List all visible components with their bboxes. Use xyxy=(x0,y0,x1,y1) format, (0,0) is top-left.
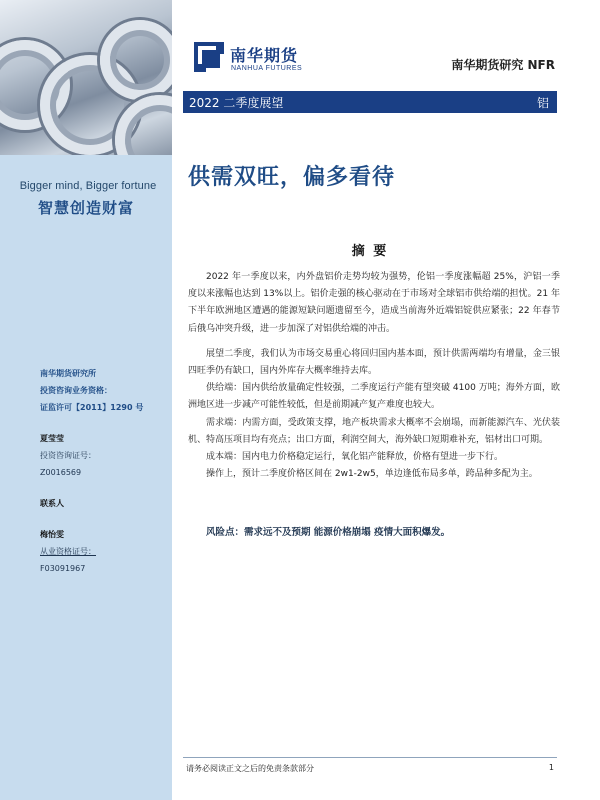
qualification-label: 投资咨询业务资格： xyxy=(40,386,112,395)
contact-name: 梅怡雯 xyxy=(40,530,64,539)
slogan-chinese: 智慧创造财富 xyxy=(37,199,134,217)
contact-label: 联系人 xyxy=(40,499,64,508)
abstract-heading: 摘 要 xyxy=(351,244,389,259)
footer-disclaimer: 请务必阅读正文之后的免责条款部分 xyxy=(186,764,314,773)
commodity-label: 铝 xyxy=(536,96,549,110)
logo-text-chinese: 南华期货 xyxy=(230,46,299,65)
analyst-id-label: 投资咨询证号： xyxy=(40,451,96,460)
author-info xyxy=(40,365,168,577)
report-title: 供需双旺，偏多看待 xyxy=(188,165,396,190)
section-bar xyxy=(183,91,557,113)
risk-points: 风险点：需求远不及预期 能源价格崩塌 疫情大面积爆发。 xyxy=(206,527,451,538)
page-number: 1 xyxy=(548,763,554,772)
paragraph-outlook: 展望二季度，我们认为市场交易重心将回归国内基本面，预计供需两端均有增量，金三银四旺季仍有缺口，国内外库存大概率维持去库。 xyxy=(188,348,560,377)
contact-id-label: 从业资格证号： xyxy=(40,547,96,556)
cover-image-aluminum-coils xyxy=(0,0,172,155)
logo-text-english: NANHUA FUTURES xyxy=(231,65,303,72)
org-name: 南华期货研究所 xyxy=(40,369,96,378)
report-series-tag: 南华期货研究 NFR xyxy=(451,58,555,72)
paragraph-demand: 需求端：内需方面，受政策支撑，地产板块需求大概率不会崩塌，而新能源汽车、光伏装机、特高压项目均有亮点；出口方面，利润空间大，海外缺口短期难补充，铝材出口可期。 xyxy=(188,417,560,445)
analyst-name: 夏莹莹 xyxy=(40,434,64,443)
paragraph-cost: 成本端：国内电力价格稳定运行，氧化铝产能释放，价格有望进一步下行。 xyxy=(206,452,504,463)
report-period: 2022 二季度展望 xyxy=(189,96,284,110)
slogan-english: Bigger mind, Bigger fortune xyxy=(19,180,157,192)
nanhua-logo-icon xyxy=(194,42,224,72)
analyst-id: Z0016569 xyxy=(40,468,82,477)
license-number: 证监许可【2011】1290 号 xyxy=(40,403,144,412)
paragraph-overview: 2022 年一季度以来，内外盘铝价走势均较为强势，伦铝一季度涨幅超 25%，沪铝一季度以来涨幅也达到 13%以上。铝价走强的核心驱动在于市场对全球铝市供给端的担忧。21 年下半年欧洲地区遭遇的能源短缺问题遗留至今，造成当前海外近端铝锭供应紧张；22 年春节后俄乌冲突升级，进一步加深了对铝供给端的冲击。 xyxy=(188,272,560,334)
paragraph-supply: 供给端：国内供给放量确定性较强，二季度运行产能有望突破 4100 万吨；海外方面，欧洲地区进一步减产可能性较低，但是前期减产复产难度也较大。 xyxy=(188,383,560,411)
paragraph-strategy: 操作上，预计二季度价格区间在 2w1-2w5，单边逢低布局多单，跨品种多配为主。 xyxy=(206,469,538,480)
abstract-body xyxy=(188,269,560,483)
sidebar xyxy=(0,0,172,800)
footer-divider xyxy=(183,757,557,758)
contact-id: F03091967 xyxy=(40,564,86,573)
